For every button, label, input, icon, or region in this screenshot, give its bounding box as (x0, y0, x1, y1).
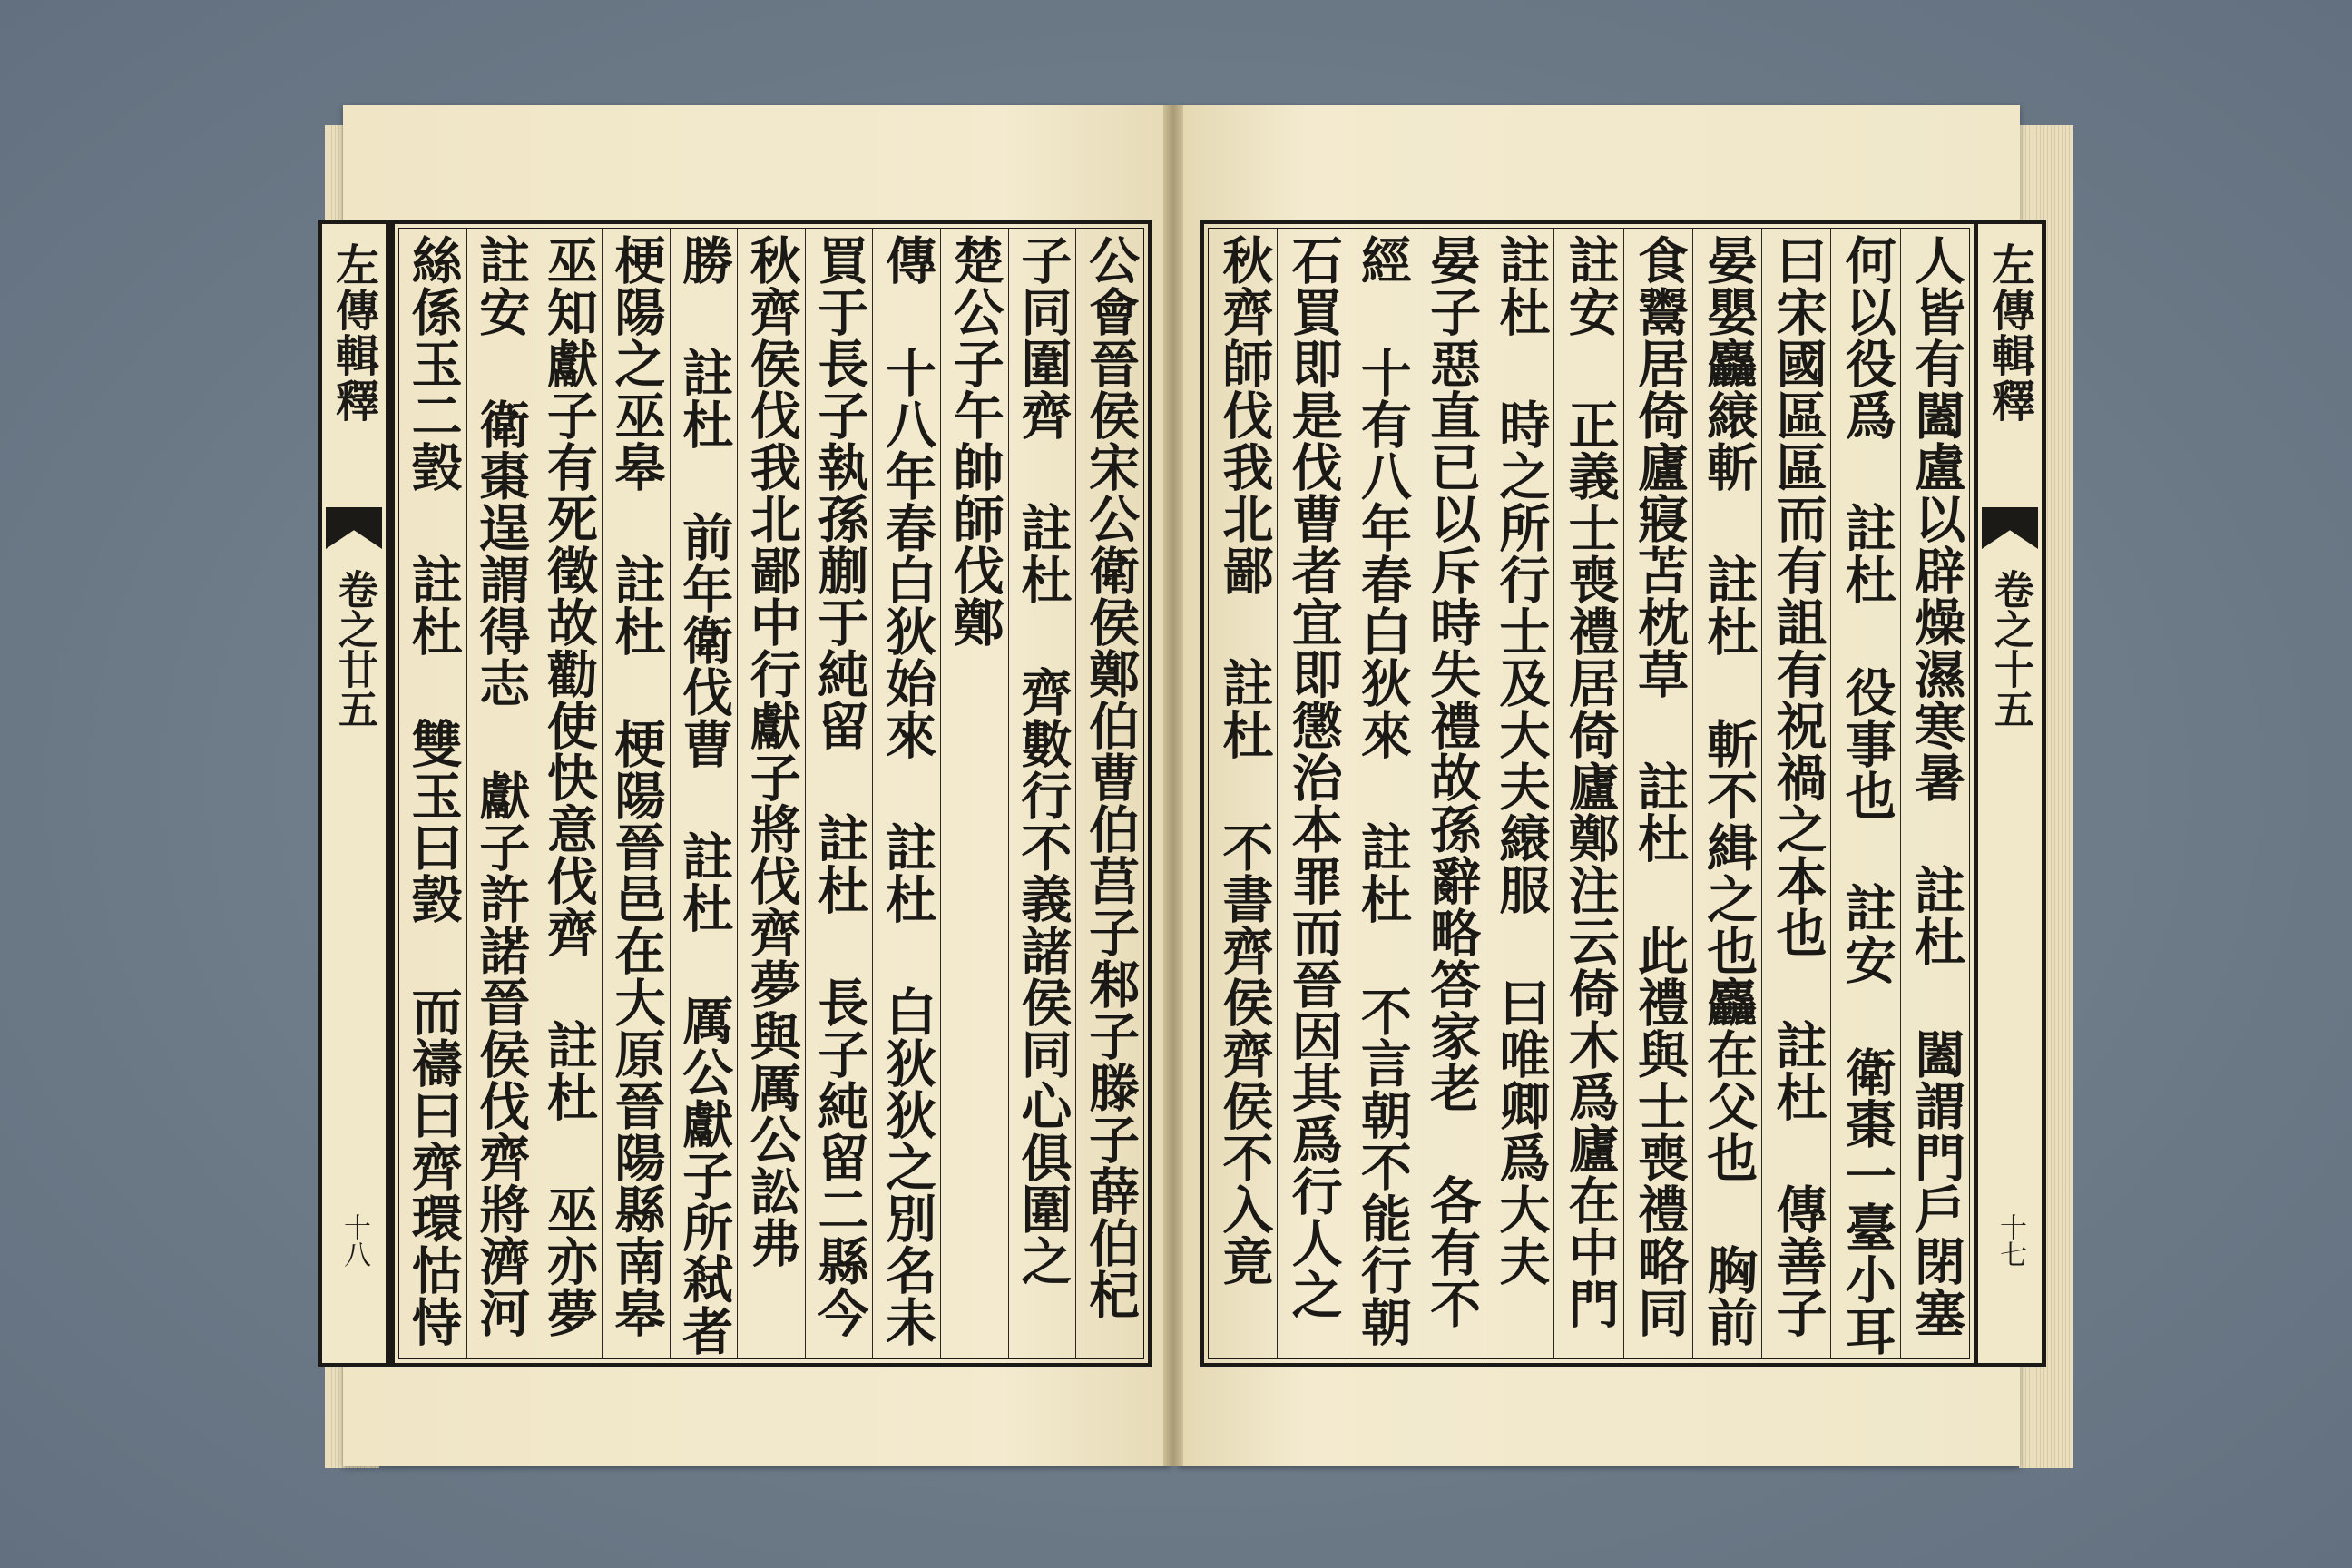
text-column: 註安 衛棗逞謂得志 獻子許諾晉侯伐齊將濟河 (466, 229, 534, 1358)
text-column: 石買即是伐曹者宜即懲治本罪而晉因其爲行人之 (1277, 229, 1346, 1358)
text-column: 秋齊師伐我北鄙 註杜 不書齊侯齊侯不入竟 (1214, 234, 1275, 1287)
text-column: 晏嬰麤縗斬 註杜 斬不緝之也麤在父也 胸前 (1692, 229, 1761, 1358)
text-column: 公會晉侯宋公衛侯鄭伯曹伯莒子邾子滕子薛伯杞 (1075, 229, 1143, 1358)
left-margin-folio: 十八 (338, 1213, 370, 1268)
fishtail-mark (1982, 507, 2038, 549)
text-column: 晏子惡直已以斥時失禮故孫辭略答家老 各有不 (1416, 229, 1485, 1358)
text-column: 梗陽之巫皋 註杜 梗陽晉邑在大原晉陽縣南皋 (602, 229, 670, 1358)
text-column: 勝 註杜 前年衛伐曹 註杜 厲公獻子所弒者 (670, 229, 738, 1358)
right-margin-juan: 卷之十五 (1987, 569, 2034, 729)
text-column: 曰宋國區區而有詛有祝禍之本也 註杜 傳善子 (1761, 229, 1830, 1358)
text-column: 子同圍齊 註杜 齊數行不義諸侯同心俱圍之 (1008, 229, 1076, 1358)
text-column: 巫知獻子有死徵故勸使快意伐齊 註杜 巫亦夢 (534, 229, 602, 1358)
left-margin-title: 左傳輯釋 (328, 242, 379, 424)
text-column: 食鬻居倚廬寢苫枕草 註杜 此禮與士喪禮略同 (1623, 229, 1692, 1358)
text-column: 註安 正義士喪禮居倚廬鄭注云倚木爲廬在中門 (1553, 229, 1622, 1358)
right-page-text (1209, 229, 1969, 1358)
text-column: 買于長子執孫蒯于純留 註杜 長子純留二縣今 (805, 229, 873, 1358)
text-column: 傳 十八年春白狄始來 註杜 白狄狄之別名未 (872, 229, 940, 1358)
text-column: 何以役爲 註杜 役事也 註安 衛棗一臺小耳 (1830, 229, 1899, 1358)
text-column: 楚公子午帥師伐鄭 (940, 229, 1008, 1358)
left-page-text (399, 229, 1143, 1358)
book-gutter (1163, 105, 1183, 1466)
left-page-margin-strip (318, 220, 390, 1367)
right-margin-title: 左傳輯釋 (1984, 242, 2035, 424)
text-column: 秋齊侯伐我北鄙中行獻子將伐齊夢與厲公訟弗 (737, 229, 805, 1358)
fishtail-mark (326, 507, 382, 549)
text-column: 人皆有闔盧以辟燥濕寒暑 註杜 闔謂門戶閉塞 (1900, 229, 1969, 1358)
text-column: 經 十有八年春白狄來 註杜 不言朝不能行朝 (1347, 229, 1416, 1358)
left-margin-juan: 卷之廿五 (331, 569, 377, 729)
right-page-margin-strip (1974, 220, 2046, 1367)
text-column: 絲係玉二瑴 註杜 雙玉曰瑴 而禱曰齊環怙恃 (403, 234, 464, 1348)
text-column: 註杜 時之所行士及大夫縗服 曰唯卿爲大夫 (1485, 229, 1553, 1358)
right-margin-folio: 十七 (1994, 1213, 2026, 1268)
